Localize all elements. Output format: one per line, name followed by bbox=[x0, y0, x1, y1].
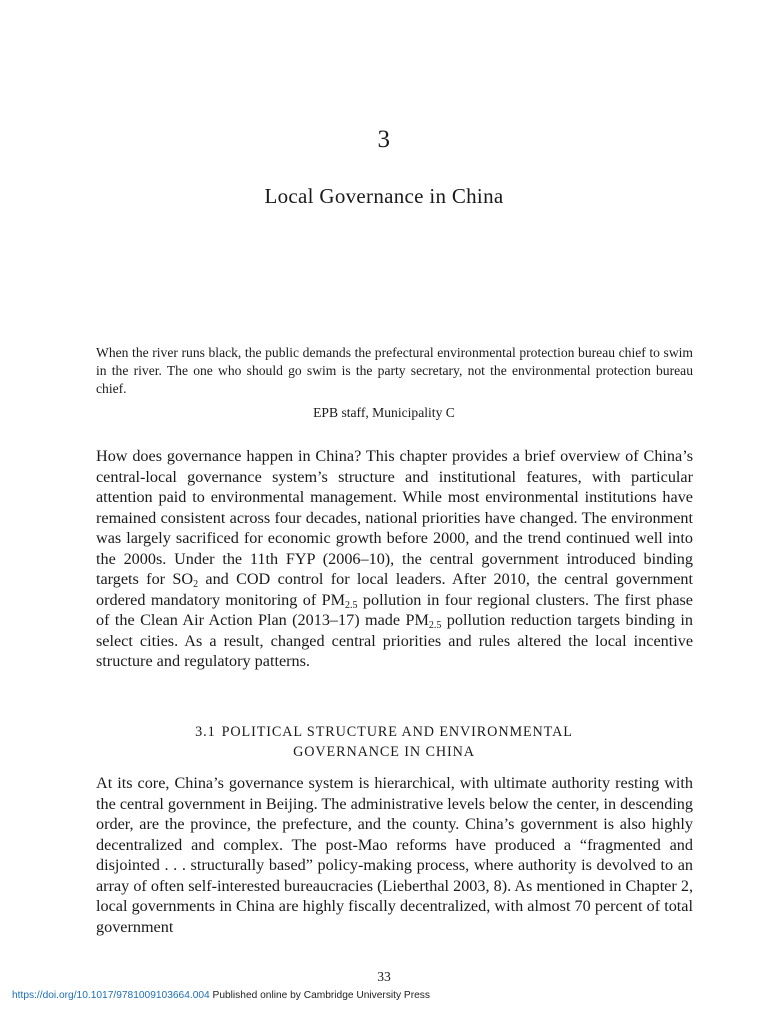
section-title-line-2: GOVERNANCE IN CHINA bbox=[293, 744, 475, 760]
pm25-subscript: 2.5 bbox=[428, 620, 442, 631]
intro-paragraph bbox=[96, 446, 693, 672]
section-heading bbox=[0, 722, 768, 762]
section-paragraph: At its core, China’s governance system is hierarchical, with ultimate authority resting with the central government in Beijing. The administrative levels below the center, in descending order, are the province, the prefecture, and the county. China’s government is also highly decentralized and complex. The post-Mao reforms have produced a “fragmented and disjointed . . . structurally based” policy-making process, where authority is devolved to an array of often self-interested bureaucracies (Lieberthal 2003, 8). As mentioned in Chapter 2, local governments in China are highly fiscally decentralized, with almost 70 percent of total government bbox=[96, 774, 693, 936]
section-number: 3.1 bbox=[195, 724, 216, 740]
section-title-line-1: POLITICAL STRUCTURE AND ENVIRONMENTAL bbox=[221, 724, 573, 740]
page-number: 33 bbox=[377, 969, 391, 984]
doi-link[interactable]: https://doi.org/10.1017/9781009103664.004 bbox=[12, 990, 210, 1001]
so2-subscript: 2 bbox=[193, 579, 199, 590]
intro-text-part-1: How does governance happen in China? This chapter provides a brief overview of China’s central-local governance system’s structure and institutional features, with particular attention paid to environmental management. While most environmental institutions have remained consistent across four decades, national priorities have changed. The environment was largely sacrificed for economic growth before 2000, and the trend continued well into the 2000s. Under the 11th FYP (2006–10), the central government introduced binding targets for SO bbox=[96, 447, 693, 588]
chapter-number: 3 bbox=[377, 126, 391, 153]
epigraph-quote: When the river runs black, the public demands the prefectural environmental protection bureau chief to swim in the river. The one who should go swim is the party secretary, not the environmental protection bureau chief. bbox=[96, 345, 693, 396]
intro-text-part-2: and COD control for local leaders. After 2010, the central government ordered mandatory monitoring of PM bbox=[96, 570, 693, 609]
epigraph-attribution: EPB staff, Municipality C bbox=[313, 405, 455, 420]
pm25-subscript: 2.5 bbox=[345, 599, 358, 611]
chapter-title: Local Governance in China bbox=[264, 184, 504, 208]
publisher-note: Published online by Cambridge University Press bbox=[209, 990, 430, 1001]
footer-citation bbox=[12, 990, 430, 1001]
intro-text-part-3: pollution in four regional clusters. The first phase of the Clean Air Action Plan (2013–17) made PM bbox=[96, 590, 693, 629]
intro-text-part-4: pollution reduction targets binding in select cities. As a result, changed central priorities and rules altered the local incentive structure and regulatory patterns. bbox=[96, 611, 693, 670]
section-heading-line-1 bbox=[0, 722, 768, 742]
